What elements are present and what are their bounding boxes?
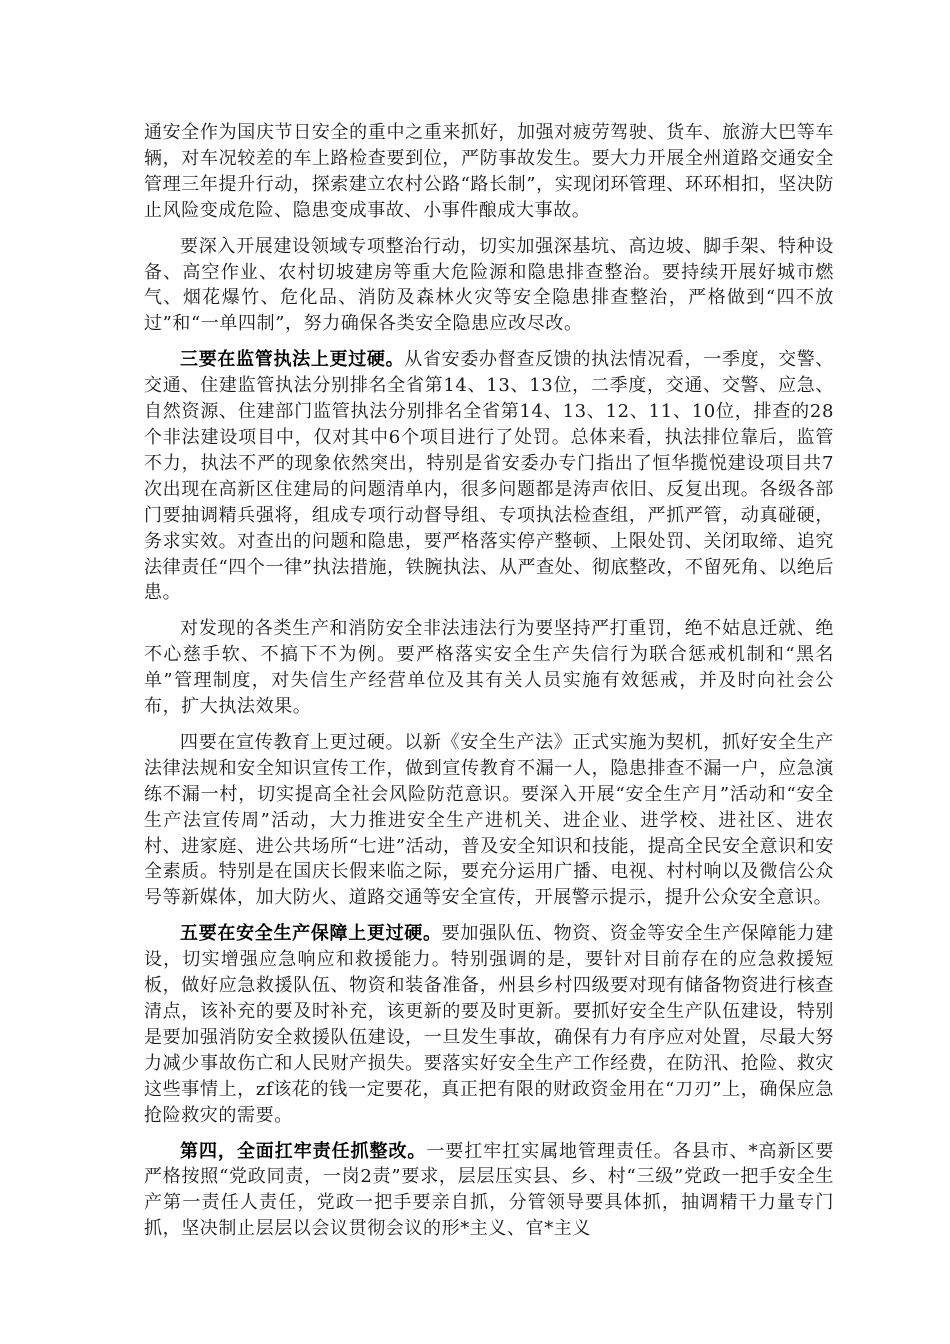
paragraph-4-text: 对发现的各类生产和消防安全非法违法行为要坚持严打重罚，绝不姑息迁就、绝不心慈手软、不搞下不为例。要严格落实安全生产失信行为联合惩戒机制和“黑名单”管理制度，对失信生产经营单位及其有关人员实施有效惩戒，并及时向社会公布，扩大执法效果。 [144, 618, 834, 718]
paragraph-7-heading: 第四，全面扛牢责任抓整改。 [180, 1140, 427, 1162]
paragraph-6-heading: 五要在安全生产保障上更过硬。 [180, 923, 442, 945]
paragraph-6 [144, 921, 834, 1128]
paragraph-5-text: 四要在宣传教育上更过硬。以新《安全生产法》正式实施为契机，抓好安全生产法律法规和安全知识宣传工作，做到宣传教育不漏一人，隐患排查不漏一户，应急演练不漏一村，切实提高全社会风险防范意识。要深入开展“安全生产月”活动和“安全生产法宣传周”活动，大力推进安全生产进机关、进企业、进学校、进社区、进农村、进家庭、进公共场所“七进”活动，普及安全知识和技能，提高全民安全意识和安全素质。特别是在国庆长假来临之际，要充分运用广播、电视、村村响以及微信公众号等新媒体，加大防火、道路交通等安全宣传，开展警示提示，提升公众安全意识。 [144, 731, 834, 909]
paragraph-1 [144, 120, 834, 224]
paragraph-4 [144, 616, 834, 720]
paragraph-1-text: 通安全作为国庆节日安全的重中之重来抓好，加强对疲劳驾驶、货车、旅游大巴等车辆，对车况较差的车上路检查要到位，严防事故发生。要大力开展全州道路交通安全管理三年提升行动，探索建立农村公路“路长制”，实现闭环管理、环环相扣，坚决防止风险变成危险、隐患变成事故、小事件酿成大事故。 [144, 122, 834, 221]
paragraph-6-text: 要加强队伍、物资、资金等安全生产保障能力建设，切实增强应急响应和救援能力。特别强调的是，要针对目前存在的应急救援短板，做好应急救援队伍、物资和装备准备，州县乡村四级要对现有储备物资进行核查清点，该补充的要及时补充，该更新的要及时更新。要抓好安全生产队伍建设，特别是要加强消防安全救援队伍建设，一旦发生事故，确保有力有序应对处置，尽最大努力减少事故伤亡和人民财产损失。要落实好安全生产工作经费，在防汛、抢险、救灾这些事情上，zf该花的钱一定要花，真正把有限的财政资金用在“刀刃”上，确保应急抢险救灾的需要。 [144, 923, 834, 1126]
paragraph-7 [144, 1139, 834, 1243]
paragraph-7-text: 一要扛牢扛实属地管理责任。各县市、*高新区要严格按照“党政同责，一岗2责”要求，层层压实县、乡、村“三级”党政一把手安全生产第一责任人责任，党政一把手要亲自抓，分管领导要具体抓，抽调精干力量专门抓，坚决制止层层以会议贯彻会议的形*主义、官*主义 [144, 1140, 834, 1240]
document-page [144, 120, 834, 1252]
paragraph-3-heading: 三要在监管执法上更过硬。 [180, 349, 405, 371]
paragraph-3 [144, 347, 834, 606]
paragraph-2 [144, 234, 834, 338]
paragraph-2-text: 要深入开展建设领域专项整治行动，切实加强深基坑、高边坡、脚手架、特种设备、高空作业、农村切坡建房等重大危险源和隐患排查整治。要持续开展好城市燃气、烟花爆竹、危化品、消防及森林火灾等安全隐患排查整治，严格做到“四不放过”和“一单四制”，努力确保各类安全隐患应改尽改。 [144, 235, 834, 335]
paragraph-5 [144, 730, 834, 911]
paragraph-3-text: 从省安委办督查反馈的执法情况看，一季度，交警、交通、住建监管执法分别排名全省第14、13、13位，二季度，交通、交警、应急、自然资源、住建部门监管执法分别排名全省第14、13、12、11、10位，排查的28个非法建设项目中，仅对其中6个项目进行了处罚。总体来看，执法排位靠后，监管不力，执法不严的现象依然突出，特别是省安委办专门指出了恒华揽悦建设项目共7次出现在高新区住建局的问题清单内，很多问题都是涛声依旧、反复出现。各级各部门要抽调精兵强将，组成专项行动督导组、专项执法检查组，严抓严管，动真碰硬，务求实效。对查出的问题和隐患，要严格落实停产整顿、上限处罚、关闭取缔、追究法律责任“四个一律”执法措施，铁腕执法、从严查处、彻底整改，不留死角、以绝后患。 [144, 349, 834, 604]
